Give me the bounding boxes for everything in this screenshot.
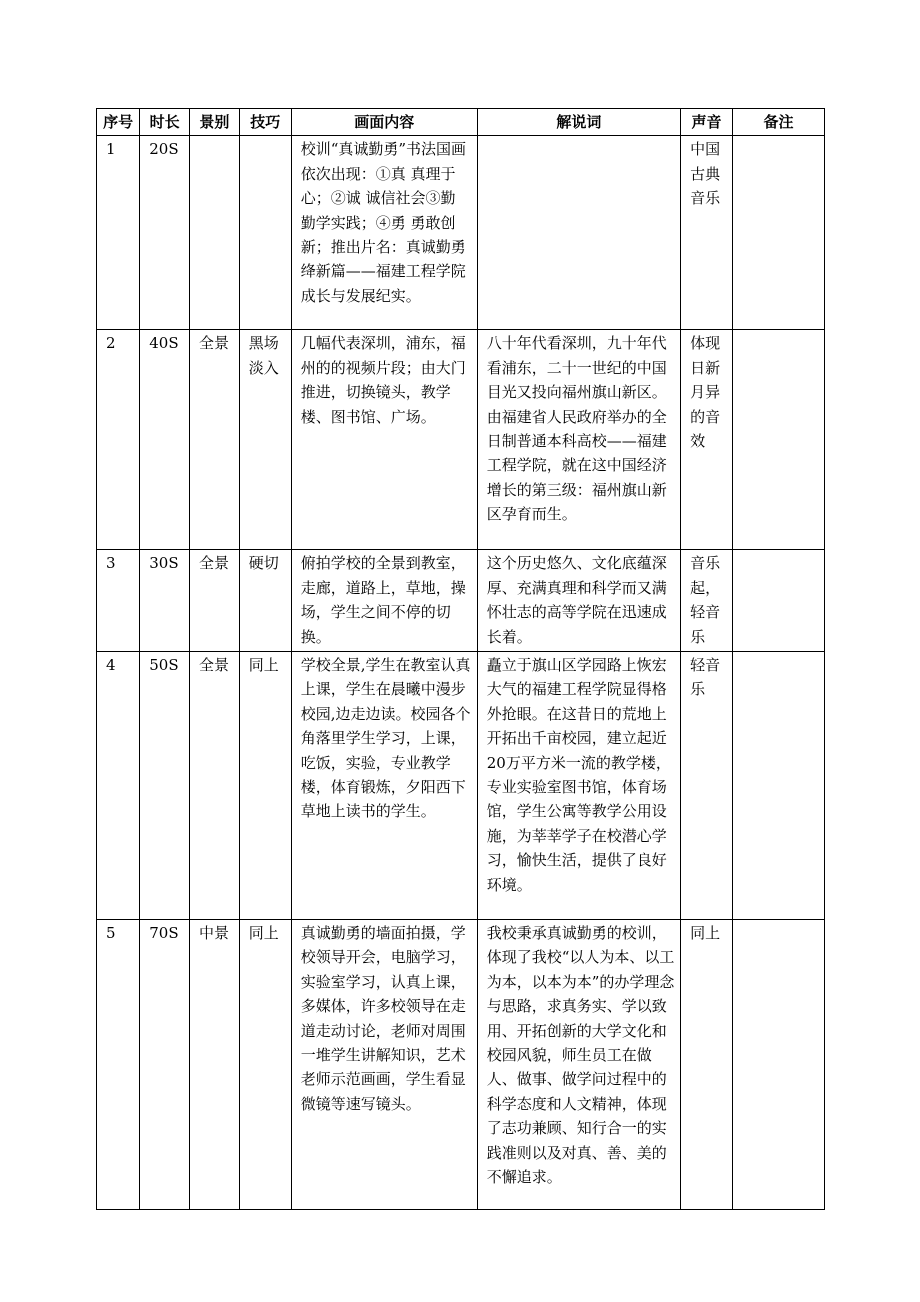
header-sound: 声音 <box>681 109 733 136</box>
cell-narration: 矗立于旗山区学园路上恢宏大气的福建工程学院显得格外抢眼。在这昔日的荒地上开拓出千亩校园，建立起近20万平方米一流的教学楼，专业实验室图书馆，体育场馆，学生公寓等教学公用设施，为莘莘学子在校潜心学习，愉快生活，提供了良好环境。 <box>477 652 680 920</box>
cell-duration: 40S <box>140 330 190 550</box>
cell-duration: 70S <box>140 920 190 1210</box>
cell-technique: 硬切 <box>239 550 291 652</box>
cell-visual: 俯拍学校的全景到教室，走廊，道路上，草地，操场，学生之间不停的切换。 <box>291 550 477 652</box>
cell-narration <box>477 136 680 330</box>
cell-seq: 4 <box>97 652 140 920</box>
cell-duration: 30S <box>140 550 190 652</box>
cell-visual: 学校全景,学生在教室认真上课，学生在晨曦中漫步校园,边走边读。校园各个角落里学生学习，上课，吃饭，实验，专业教学楼，体育锻炼，夕阳西下草地上读书的学生。 <box>291 652 477 920</box>
cell-duration: 50S <box>140 652 190 920</box>
cell-sound: 体现日新月异的音效 <box>681 330 733 550</box>
table-row <box>97 550 825 652</box>
table-row <box>97 136 825 330</box>
cell-narration: 我校秉承真诚勤勇的校训，体现了我校“以人为本、以工为本，以本为本”的办学理念与思路，求真务实、学以致用、开拓创新的大学文化和校园风貌，师生员工在做人、做事、做学问过程中的科学态度和人文精神，体现了志功兼顾、知行合一的实践准则以及对真、善、美的不懈追求。 <box>477 920 680 1210</box>
cell-shot: 全景 <box>190 550 240 652</box>
cell-sound: 中国古典音乐 <box>681 136 733 330</box>
cell-narration: 八十年代看深圳，九十年代看浦东，二十一世纪的中国目光又投向福州旗山新区。由福建省人民政府举办的全日制普通本科高校——福建工程学院，就在这中国经济增长的第三级：福州旗山新区孕育而生。 <box>477 330 680 550</box>
cell-seq: 5 <box>97 920 140 1210</box>
cell-shot: 全景 <box>190 652 240 920</box>
cell-sound: 轻音乐 <box>681 652 733 920</box>
header-duration: 时长 <box>140 109 190 136</box>
header-shot: 景别 <box>190 109 240 136</box>
table-header-row <box>97 109 825 136</box>
cell-visual: 真诚勤勇的墙面拍摄，学校领导开会，电脑学习，实验室学习，认真上课，多媒体，许多校领导在走道走动讨论，老师对周围一堆学生讲解知识，艺术老师示范画画，学生看显微镜等速写镜头。 <box>291 920 477 1210</box>
header-seq: 序号 <box>97 109 140 136</box>
cell-note <box>733 136 825 330</box>
cell-duration: 20S <box>140 136 190 330</box>
header-note: 备注 <box>733 109 825 136</box>
cell-note <box>733 330 825 550</box>
cell-shot: 中景 <box>190 920 240 1210</box>
cell-technique: 黑场淡入 <box>239 330 291 550</box>
cell-sound: 音乐起，轻音乐 <box>681 550 733 652</box>
table-row <box>97 330 825 550</box>
header-technique: 技巧 <box>239 109 291 136</box>
cell-note <box>733 920 825 1210</box>
cell-note <box>733 550 825 652</box>
cell-narration: 这个历史悠久、文化底蕴深厚、充满真理和科学而又满怀壮志的高等学院在迅速成长着。 <box>477 550 680 652</box>
cell-seq: 3 <box>97 550 140 652</box>
table-row <box>97 652 825 920</box>
shooting-script-table <box>96 108 825 1210</box>
cell-visual: 几幅代表深圳，浦东，福州的的视频片段；由大门推进，切换镜头，教学楼、图书馆、广场。 <box>291 330 477 550</box>
table-row <box>97 920 825 1210</box>
cell-technique: 同上 <box>239 920 291 1210</box>
cell-shot <box>190 136 240 330</box>
cell-seq: 1 <box>97 136 140 330</box>
cell-technique <box>239 136 291 330</box>
cell-shot: 全景 <box>190 330 240 550</box>
cell-note <box>733 652 825 920</box>
header-narration: 解说词 <box>477 109 680 136</box>
cell-sound: 同上 <box>681 920 733 1210</box>
header-visual: 画面内容 <box>291 109 477 136</box>
cell-technique: 同上 <box>239 652 291 920</box>
cell-seq: 2 <box>97 330 140 550</box>
cell-visual: 校训“真诚勤勇”书法国画依次出现：①真 真理于心；②诚 诚信社会③勤 勤学实践；④勇 勇敢创新；推出片名：真诚勤勇绛新篇——福建工程学院成长与发展纪实。 <box>291 136 477 330</box>
